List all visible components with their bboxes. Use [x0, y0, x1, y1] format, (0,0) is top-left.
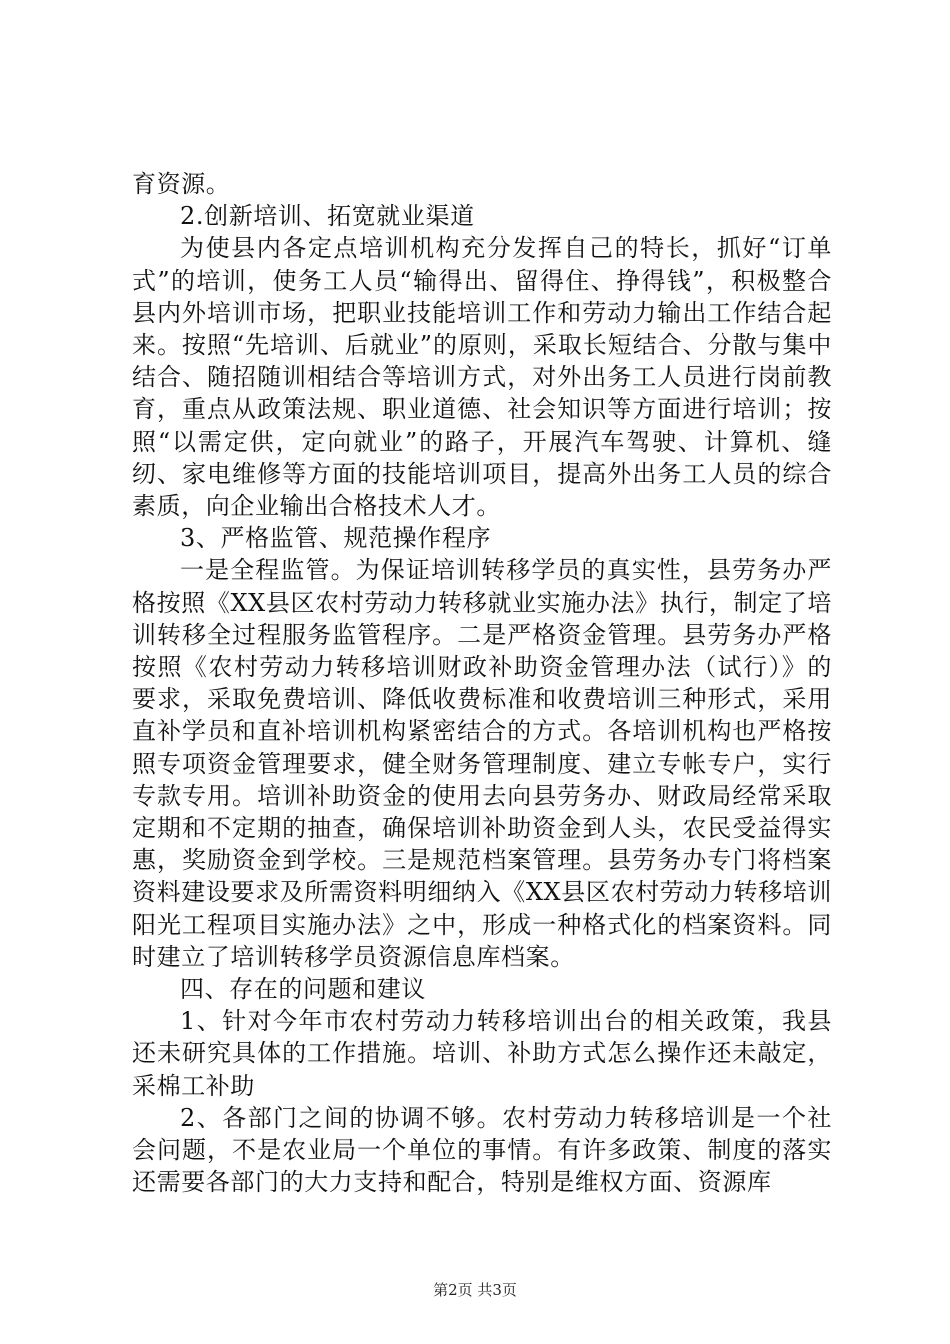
page-number-footer: 第2页 共3页 — [433, 1281, 517, 1299]
paragraph: 育资源。 — [132, 170, 231, 198]
section-heading: 3、严格监管、规范操作程序 — [180, 524, 492, 553]
section-heading: 2.创新培训、拓宽就业渠道 — [180, 202, 475, 231]
paragraph: 1、针对今年市农村劳动力转移培训出台的相关政策，我县还未研究具体的工作措施。培训、补助方式怎么操作还未敲定，采棉工补助 — [132, 1007, 832, 1100]
section-heading: 四、存在的问题和建议 — [180, 975, 426, 1004]
document-body — [132, 168, 832, 1199]
paragraph: 一是全程监管。为保证培训转移学员的真实性，县劳务办严格按照《XX县区农村劳动力转移就业实施办法》执行，制定了培训转移全过程服务监管程序。二是严格资金管理。县劳务办严格按照《农村劳动力转移培训财政补助资金管理办法（试行）》的要求，采取免费培训、降低收费标准和收费培训三种形式，采用直补学员和直补培训机构紧密结合的方式。各培训机构也严格按照专项资金管理要求，健全财务管理制度、建立专帐专户，实行专款专用。培训补助资金的使用去向县劳务办、财政局经常采取定期和不定期的抽查，确保培训补助资金到人头，农民受益得实惠，奖励资金到学校。三是规范档案管理。县劳务办专门将档案资料建设要求及所需资料明细纳入《XX县区农村劳动力转移培训阳光工程项目实施办法》之中，形成一种格式化的档案资料。同时建立了培训转移学员资源信息库档案。 — [132, 556, 832, 971]
paragraph: 2、各部门之间的协调不够。农村劳动力转移培训是一个社会问题，不是农业局一个单位的事情。有许多政策、制度的落实还需要各部门的大力支持和配合，特别是维权方面、资源库 — [132, 1103, 832, 1197]
paragraph: 为使县内各定点培训机构充分发挥自己的特长，抓好“订单式”的培训，使务工人员“输得出、留得住、挣得钱”，积极整合县内外培训市场，把职业技能培训工作和劳动力输出工作结合起来。按照“先培训、后就业”的原则，采取长短结合、分散与集中结合、随招随训相结合等培训方式，对外出务工人员进行岗前教育，重点从政策法规、职业道德、社会知识等方面进行培训；按照“以需定供，定向就业”的路子，开展汽车驾驶、计算机、缝纫、家电维修等方面的技能培训项目，提高外出务工人员的综合素质，向企业输出合格技术人才。 — [132, 234, 832, 521]
